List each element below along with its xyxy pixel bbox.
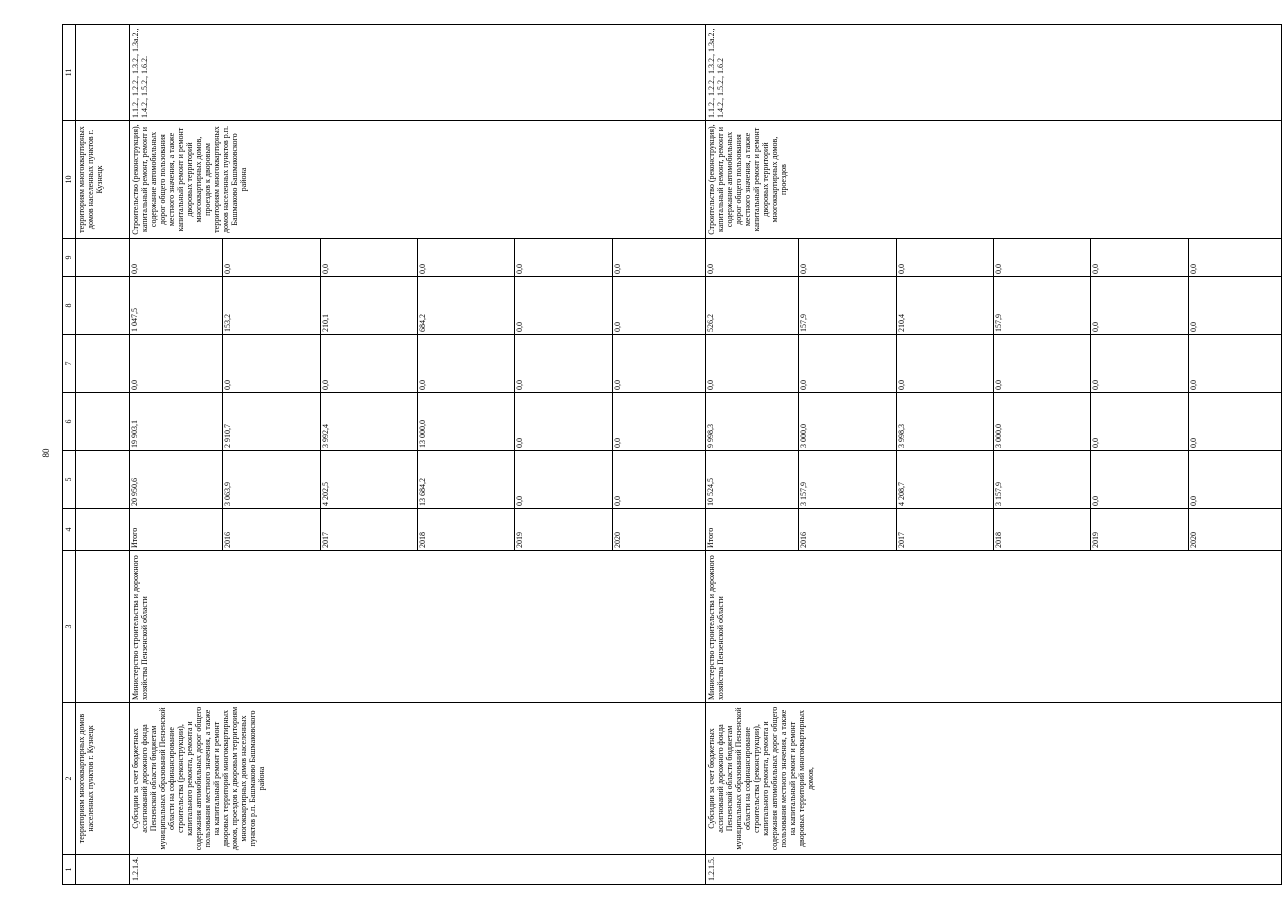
value-cell: 1 047,5 [130, 277, 223, 334]
row-col6 [706, 393, 1282, 451]
value-cell: 2 910,7 [223, 393, 320, 450]
continuation-description: территориям многоквартирных домов населенных пунктов г. Кузнецк [76, 703, 130, 855]
value-cell: 0,0 [1091, 277, 1188, 334]
value-cell: 157,9 [993, 277, 1090, 334]
header-col-1: 1 [63, 855, 76, 885]
row-description: Субсидии за счет бюджетных ассигнований дорожного фонда Пензенской области бюджетам муниципальных образований Пензенской области на софинансирование строительства (реконструкции), капитального ремонта, ремонта и содержания автомобильных дорог общего пользования местного значения, а также на капитальный ремонт и ремонт дворовых территорий многоквартирных домов, [706, 703, 1282, 855]
row-col8 [130, 277, 706, 335]
value-cell: 0,0 [612, 380, 622, 390]
value-cell: 0,0 [1188, 496, 1198, 506]
header-col-8: 8 [63, 277, 76, 335]
header-col-11: 11 [63, 25, 76, 121]
row-number: 1.2.1.4. [130, 855, 706, 885]
rotated-table-sheet [62, 25, 1198, 885]
year-cell: 2020 [612, 532, 622, 548]
value-cell: 0,0 [896, 335, 993, 392]
value-cell: 0,0 [1188, 264, 1198, 274]
table-row [130, 25, 706, 885]
row-indicators: 1.1.2., 1.2.2., 1.3.2., 1.3а.2., 1.4.2., 1.5.2., 1.6.2 [706, 25, 1282, 121]
value-cell: 10 524,5 [706, 451, 799, 508]
year-cell: 2016 [223, 509, 320, 550]
value-cell: 4 202,5 [320, 451, 417, 508]
year-cell: 2018 [993, 509, 1090, 550]
value-cell: 0,0 [417, 335, 514, 392]
value-cell: 0,0 [1091, 451, 1188, 508]
row-result: Строительство (реконструкция), капитальный ремонт, ремонт и содержание автомобильных дорог общего пользования местного значения, а также капитальный ремонт и ремонт дворовых территорий многоквартирных домов, проездов [706, 121, 1282, 239]
year-cell: 2019 [1091, 509, 1188, 550]
value-cell: 0,0 [896, 239, 993, 276]
row-years [706, 509, 1282, 551]
value-cell: 526,2 [706, 277, 799, 334]
header-col-4: 4 [63, 509, 76, 551]
year-cell: 2020 [1188, 532, 1198, 548]
year-cell: 2017 [896, 509, 993, 550]
value-cell: 3 992,4 [320, 393, 417, 450]
value-cell: 0,0 [515, 335, 612, 392]
value-cell: 0,0 [130, 239, 223, 276]
value-cell: 20 950,6 [130, 451, 223, 508]
value-cell: 210,1 [320, 277, 417, 334]
row-number: 1.2.1.5. [706, 855, 1282, 885]
value-cell: 19 903,1 [130, 393, 223, 450]
continuation-row [76, 25, 130, 885]
value-cell: 0,0 [320, 239, 417, 276]
continuation-result: территориям многоквартирных домов населенных пунктов г. Кузнецк [76, 121, 130, 239]
value-cell: 153,2 [223, 277, 320, 334]
year-cell: Итого [706, 509, 799, 550]
row-executor: Министерство строительства и дорожного хозяйства Пензенской области [130, 551, 706, 703]
value-cell: 13 000,0 [417, 393, 514, 450]
row-indicators: 1.1.2., 1.2.2., 1.3.2., 1.3а.2., 1.4.2., 1.5.2., 1.6.2. [130, 25, 706, 121]
value-cell: 0,0 [612, 264, 622, 274]
row-col9 [706, 239, 1282, 277]
row-col7 [706, 335, 1282, 393]
value-cell: 0,0 [515, 451, 612, 508]
value-cell: 0,0 [417, 239, 514, 276]
value-cell: 0,0 [612, 438, 622, 448]
table-row [706, 25, 1282, 885]
value-cell: 0,0 [1188, 438, 1198, 448]
value-cell: 3 157,9 [993, 451, 1090, 508]
value-cell: 4 208,7 [896, 451, 993, 508]
header-row [63, 25, 76, 885]
value-cell: 0,0 [993, 335, 1090, 392]
year-cell: Итого [130, 509, 223, 550]
header-col-3: 3 [63, 551, 76, 703]
value-cell: 3 000,0 [993, 393, 1090, 450]
year-cell: 2018 [417, 509, 514, 550]
header-col-7: 7 [63, 335, 76, 393]
value-cell: 0,0 [612, 322, 622, 332]
program-table [62, 24, 1282, 885]
value-cell: 684,2 [417, 277, 514, 334]
header-col-5: 5 [63, 451, 76, 509]
value-cell: 0,0 [1188, 380, 1198, 390]
header-col-2: 2 [63, 703, 76, 855]
value-cell: 0,0 [515, 277, 612, 334]
value-cell: 0,0 [706, 239, 799, 276]
row-years [130, 509, 706, 551]
row-col5 [130, 451, 706, 509]
value-cell: 0,0 [799, 239, 896, 276]
row-executor: Министерство строительства и дорожного хозяйства Пензенской области [706, 551, 1282, 703]
header-col-10: 10 [63, 121, 76, 239]
value-cell: 3 000,0 [799, 393, 896, 450]
value-cell: 0,0 [612, 496, 622, 506]
header-col-9: 9 [63, 239, 76, 277]
value-cell: 0,0 [1188, 322, 1198, 332]
page-number: 80 [41, 448, 51, 458]
value-cell: 3 157,9 [799, 451, 896, 508]
value-cell: 0,0 [799, 335, 896, 392]
value-cell: 0,0 [223, 335, 320, 392]
value-cell: 9 998,3 [706, 393, 799, 450]
year-cell: 2017 [320, 509, 417, 550]
value-cell: 0,0 [1091, 239, 1188, 276]
value-cell: 13 684,2 [417, 451, 514, 508]
header-col-6: 6 [63, 393, 76, 451]
value-cell: 0,0 [1091, 393, 1188, 450]
row-result: Строительство (реконструкция), капитальный ремонт, ремонт и содержание автомобильных дорог общего пользования местного значения, а также капитальный ремонт и ремонт дворовых территорий многоквартирных домов, проездов к дворовым территориям многоквартирных домов населенных пунктов р.п. Башмаково Башмаковского района [130, 121, 706, 239]
value-cell: 0,0 [993, 239, 1090, 276]
row-col9 [130, 239, 706, 277]
value-cell: 3 998,3 [896, 393, 993, 450]
row-col6 [130, 393, 706, 451]
year-cell: 2016 [799, 509, 896, 550]
value-cell: 3 063,9 [223, 451, 320, 508]
year-cell: 2019 [515, 509, 612, 550]
value-cell: 157,9 [799, 277, 896, 334]
value-cell: 0,0 [706, 335, 799, 392]
value-cell: 0,0 [515, 239, 612, 276]
value-cell: 210,4 [896, 277, 993, 334]
row-col8 [706, 277, 1282, 335]
value-cell: 0,0 [1091, 335, 1188, 392]
row-col7 [130, 335, 706, 393]
row-description: Субсидии за счет бюджетных ассигнований дорожного фонда Пензенской области бюджетам муниципальных образований Пензенской области на софинансирование строительства (реконструкции), капитального ремонта, ремонта и содержания автомобильных дорог общего пользования местного значения, а также на капитальный ремонт и ремонт дворовых территорий многоквартирных домов, проездов к дворовым территориям многоквартирных домов населенных пунктов р.п. Башмаково Башмаковского района [130, 703, 706, 855]
value-cell: 0,0 [515, 393, 612, 450]
value-cell: 0,0 [223, 239, 320, 276]
value-cell: 0,0 [320, 335, 417, 392]
value-cell: 0,0 [130, 335, 223, 392]
row-col5 [706, 451, 1282, 509]
